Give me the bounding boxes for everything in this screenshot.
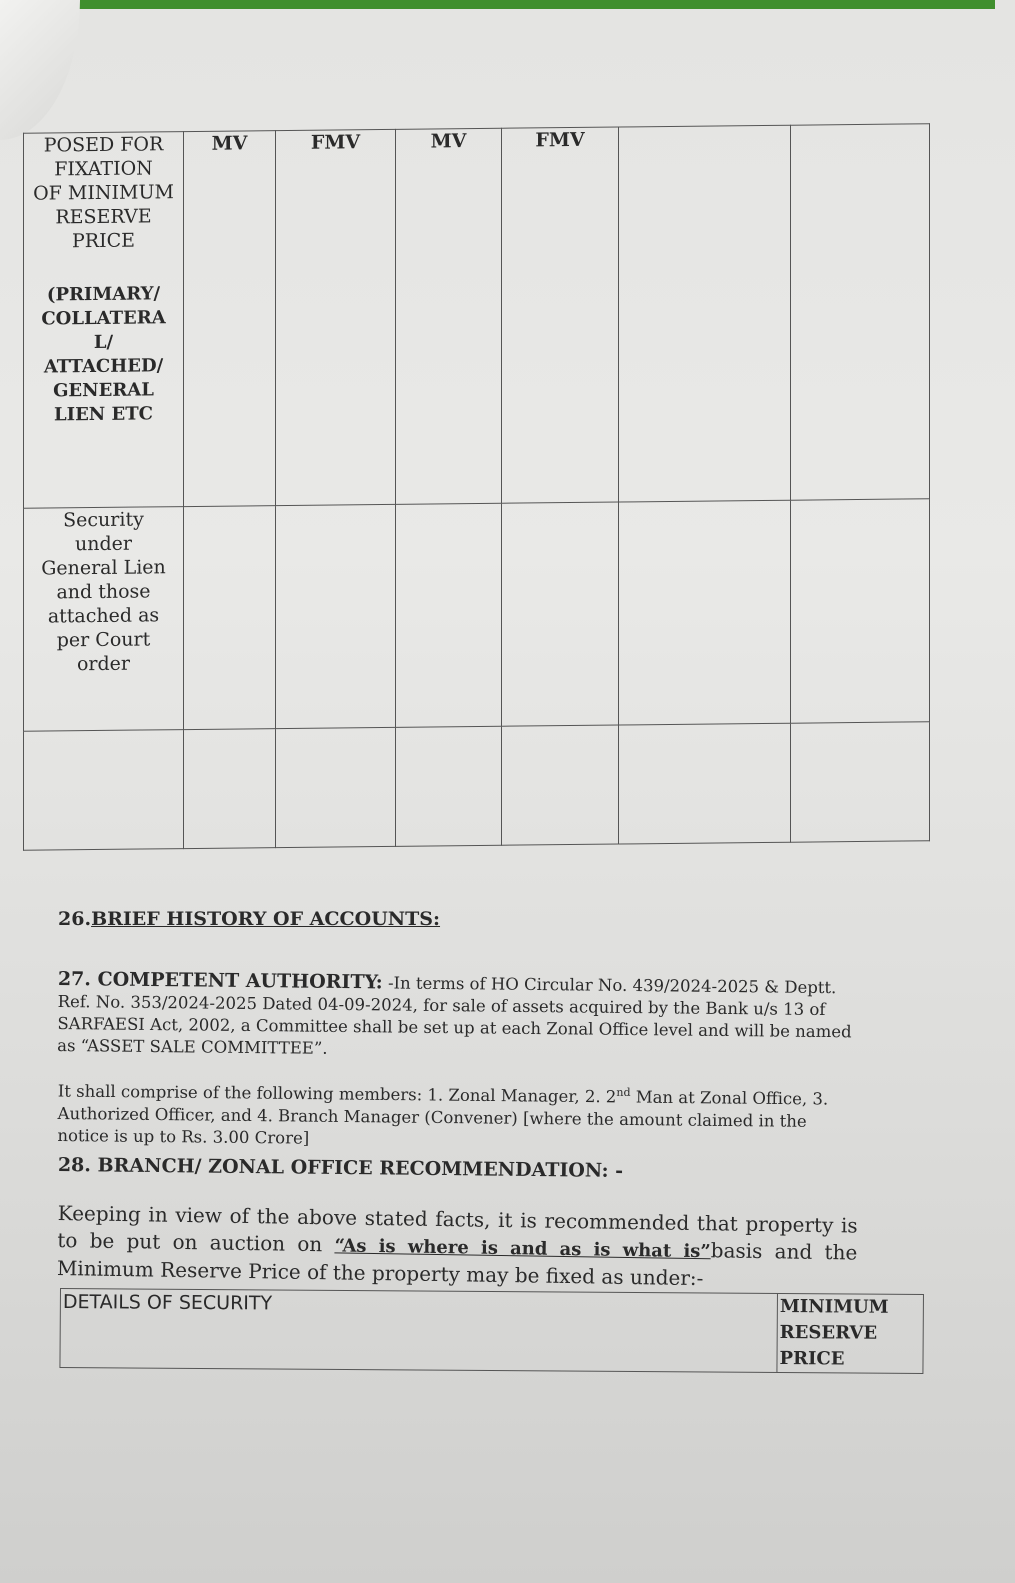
valuation-table xyxy=(23,123,930,850)
empty-cell xyxy=(791,124,930,500)
empty-cell xyxy=(791,498,930,723)
empty-cell xyxy=(502,725,619,845)
empty-cell xyxy=(619,723,791,844)
empty-cell xyxy=(791,722,930,842)
section-26-heading: 26.BRIEF HISTORY OF ACCOUNTS: xyxy=(58,908,441,930)
empty-cell xyxy=(619,500,791,725)
empty-cell xyxy=(276,504,396,729)
details-of-security-header: DETAILS OF SECURITY xyxy=(62,1291,273,1315)
recommendation-paragraph: Keeping in view of the above stated facts, it is recommended that property is to be put on auction on “As is where is and as is what is”basis and the Minimum Reserve Price of the property may be fixed as under:- xyxy=(56,1200,858,1291)
empty-cell xyxy=(396,503,502,728)
green-binding-strip xyxy=(75,0,995,9)
empty-cell xyxy=(276,728,396,848)
row1-label: POSED FOR FIXATION OF MINIMUM RESERVE PRICE xyxy=(33,133,174,253)
empty-cell xyxy=(502,502,619,727)
empty-cell xyxy=(184,505,276,730)
empty-cell xyxy=(619,125,791,501)
empty-cell xyxy=(396,726,502,846)
page-curl xyxy=(0,0,80,140)
header-fmv-2: FMV xyxy=(502,127,619,503)
row1-security-type: (PRIMARY/ COLLATERA L/ ATTACHED/ GENERAL LIEN ETC xyxy=(41,283,166,426)
header-fmv-1: FMV xyxy=(276,129,396,505)
security-reserve-table xyxy=(59,1288,924,1374)
section-27-paragraph: 27. COMPETENT AUTHORITY: -In terms of HO Circular No. 439/2024-2025 & Deptt. Ref. No. 353/2024-2025 Dated 04-09-2024, for sale of assets acquired by the Bank u/s 13 of SARFAESI Act, 2002, a Committee shall be set up at each Zonal Office level and will be named as “ASSET SALE COMMITTEE”. xyxy=(57,968,852,1058)
committee-members-paragraph: It shall comprise of the following members: 1. Zonal Manager, 2. 2nd Man at Zonal Office, 3. Authorized Officer, and 4. Branch Manager (Convener) [where the amount claimed in the notice is up to Rs. 3.00 Crore] xyxy=(57,1081,829,1148)
empty-cell xyxy=(184,729,276,849)
row2-label: Security under General Lien and those attached as per Court order xyxy=(24,506,184,731)
section-28-heading: 28. BRANCH/ ZONAL OFFICE RECOMMENDATION: - xyxy=(57,1154,624,1182)
empty-cell xyxy=(24,730,184,851)
header-mv-2: MV xyxy=(396,128,502,504)
header-mv-1: MV xyxy=(184,131,276,507)
minimum-reserve-price-header: MINIMUM RESERVE PRICE xyxy=(776,1294,923,1373)
row1-label-cell xyxy=(24,132,184,508)
section-27-title: 27. COMPETENT AUTHORITY: xyxy=(57,968,383,994)
